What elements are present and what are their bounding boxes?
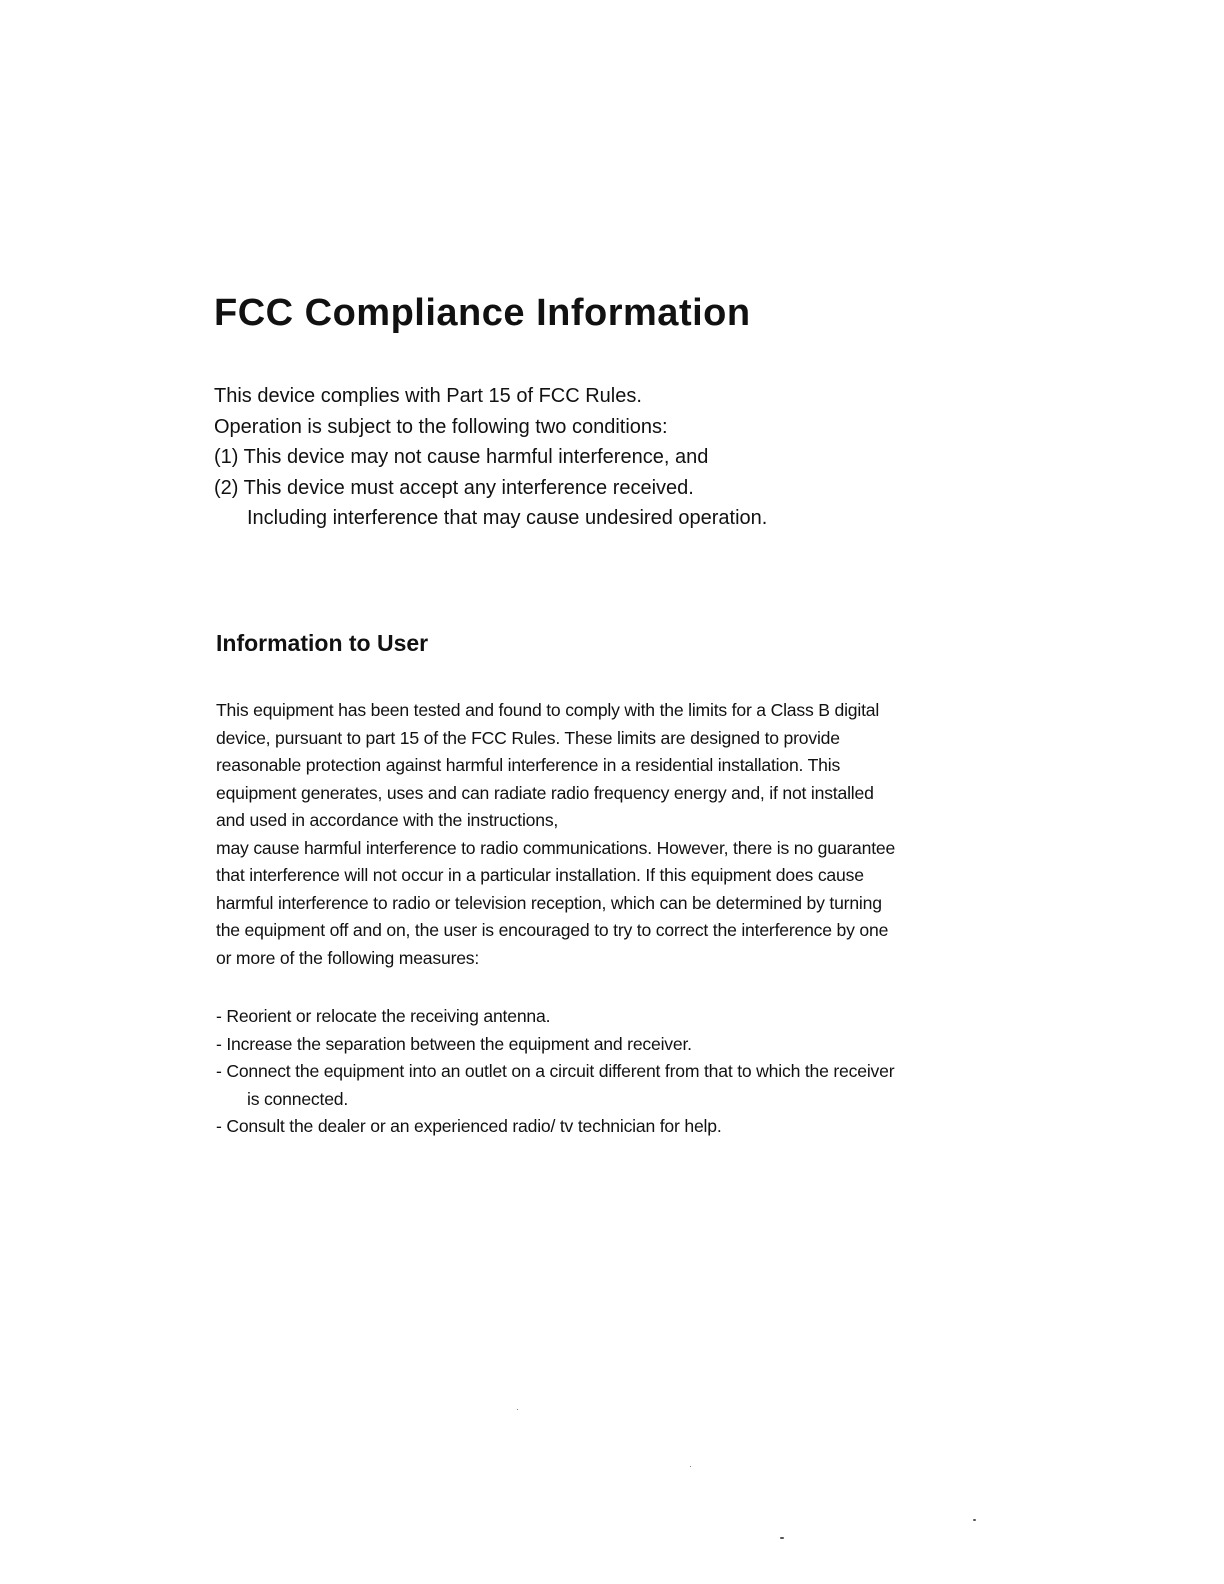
scan-speck — [780, 1537, 784, 1539]
measure-item: - Connect the equipment into an outlet on a circuit different from that to which the receiver — [216, 1061, 895, 1081]
scan-speck — [690, 1466, 691, 1467]
paragraph-line: and used in accordance with the instructions, — [216, 810, 559, 830]
information-paragraph — [216, 697, 1006, 972]
paragraph-line: that interference will not occur in a particular installation. If this equipment does cause — [216, 865, 864, 885]
paragraph-line: equipment generates, uses and can radiate radio frequency energy and, if not installed — [216, 782, 874, 803]
paragraph-line: harmful interference to radio or television reception, which can be determined by turning — [216, 892, 882, 913]
paragraph-line: or more of the following measures: — [216, 947, 480, 968]
measures-list — [216, 1003, 1006, 1141]
paragraph-line: device, pursuant to part 15 of the FCC Rules. These limits are designed to provide — [216, 727, 840, 748]
scan-speck — [973, 1519, 976, 1521]
measure-item: - Increase the separation between the equipment and receiver. — [216, 1033, 692, 1054]
paragraph-line: may cause harmful interference to radio communications. However, there is no guarantee — [216, 837, 896, 858]
compliance-line: Operation is subject to the following two conditions: — [214, 415, 668, 438]
measure-item-continuation: is connected. — [247, 1088, 349, 1109]
condition-2-continuation: Including interference that may cause undesired operation. — [247, 507, 768, 529]
measure-item: - Reorient or relocate the receiving antenna. — [216, 1006, 551, 1026]
measure-item: - Consult the dealer or an experienced radio/ tv technician for help. — [216, 1116, 722, 1136]
compliance-line: This device complies with Part 15 of FCC Rules. — [214, 385, 642, 407]
paragraph-line: reasonable protection against harmful interference in a residential installation. This — [216, 755, 841, 775]
condition-1: (1) This device may not cause harmful interference, and — [214, 446, 709, 468]
scan-speck — [517, 1409, 518, 1410]
page-title: FCC Compliance Information — [214, 292, 751, 334]
paragraph-line: the equipment off and on, the user is encouraged to try to correct the interference by one — [216, 920, 889, 940]
section-title: Information to User — [216, 630, 429, 656]
condition-2: (2) This device must accept any interference received. — [214, 476, 694, 499]
compliance-statement — [214, 381, 767, 534]
paragraph-line: This equipment has been tested and found to comply with the limits for a Class B digital — [216, 700, 880, 720]
